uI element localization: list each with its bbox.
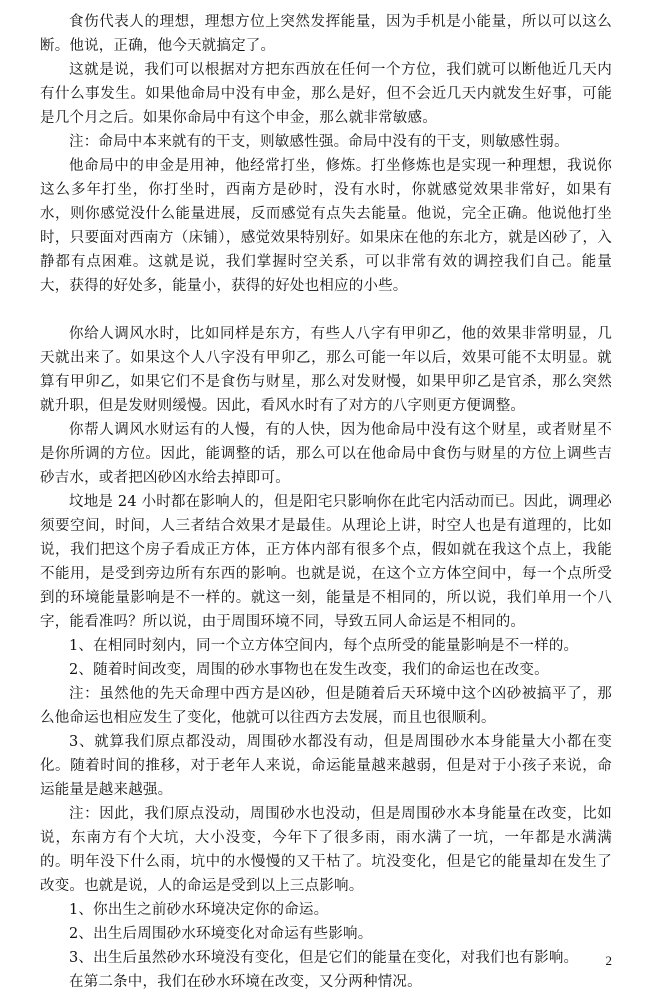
document-body xyxy=(40,10,612,994)
summary-item-2: 2、出生后周围砂水环境变化对命运有些影响。 xyxy=(69,926,373,942)
paragraph-10: 在第二条中，我们在砂水环境在改变，又分两种情况。 xyxy=(69,974,422,990)
paragraph-1: 食伤代表人的理想，理想方位上突然发挥能量，因为手机是小能量，所以可以这么断。他说，正确，他今天就搞定了。 xyxy=(40,14,612,54)
paragraph-4: 他命局中的申金是用神，他经常打坐，修炼。打坐修炼也是实现一种理想，我说你这么多年打坐，你打坐时，西南方是砂时，没有水时，你就感觉效果非常好，如果有水，则你感觉没什么能量进展，反而感觉有点失去能量。他说，完全正确。他说他打坐时，只要面对西南方（床铺），感觉效果特别好。如果床在他的东北方，就是凶砂了，入静都有点困难。这就是说，我们掌握时空关系，可以非常有效的调控我们自己。能量大，获得的好处多，能量小，获得的好处也相应的小些。 xyxy=(40,158,612,294)
summary-item-1: 1、你出生之前砂水环境决定你的命运。 xyxy=(69,902,329,918)
section-gap xyxy=(40,298,612,322)
paragraph-7: 坟地是 24 小时都在影响人的，但是阳宅只影响你在此宅内活动而已。因此，调理必须要空间，时间，人三者结合效果才是最佳。从理论上讲，时空人也是有道理的，比如说，我们把这个房子看成正方体，正方体内部有很多个点，假如就在我这个点上，我能不能用，是受到旁边所有东西的影响。也就是说，在这个立方体空间中，每一个点所受到的环境能量影响是不一样的。就这一刻，能量是不相同的，所以说，我们单用一个八字，能看准吗？所以说，由于周围环境不同，导致五同人命运是不相同的。 xyxy=(40,494,612,630)
summary-item-3: 3、出生后虽然砂水环境没有变化，但是它们的能量在变化，对我们也有影响。 xyxy=(69,950,579,966)
list-item-2: 2、随着时间改变，周围的砂水事物也在发生改变，我们的命运也在改变。 xyxy=(69,662,549,678)
paragraph-9-note: 注：因此，我们原点没动，周围砂水也没动，但是周围砂水本身能量在改变，比如说，东南方有个大坑，大小没变，今年下了很多雨，雨水满了一坑，一年都是水满满的。明年没下什么雨，坑中的水慢慢的又干枯了。坑没变化，但是它的能量却在发生了改变。也就是说，人的命运是受到以上三点影响。 xyxy=(40,806,612,894)
page-number: 2 xyxy=(605,953,612,968)
list-item-3: 3、就算我们原点都没动，周围砂水都没有动，但是周围砂水本身能量大小都在变化。随着时间的推移，对于老年人来说，命运能量越来越弱，但是对于小孩子来说，命运能量是越来越强。 xyxy=(40,734,612,798)
paragraph-3-note: 注：命局中本来就有的干支，则敏感性强。命局中没有的干支，则敏感性弱。 xyxy=(69,134,569,150)
paragraph-2: 这就是说，我们可以根据对方把东西放在任何一个方位，我们就可以断他近几天内有什么事发生。如果他命局中没有申金，那么是好，但不会近几天内就发生好事，可能是几个月之后。如果你命局中有这个申金，那么就非常敏感。 xyxy=(40,62,612,126)
paragraph-5: 你给人调风水时，比如同样是东方，有些人八字有甲卯乙，他的效果非常明显，几天就出来了。如果这个人八字没有甲卯乙，那么可能一年以后，效果可能不太明显。就算有甲卯乙，如果它们不是食伤与财星，那么对发财慢，如果甲卯乙是官杀，那么突然就升职，但是发财则缓慢。因此，看风水时有了对方的八字则更方便调整。 xyxy=(40,326,612,414)
paragraph-8-note: 注：虽然他的先天命理中西方是凶砂，但是随着后天环境中这个凶砂被搞平了，那么他命运也相应发生了变化，他就可以往西方去发展，而且也很顺利。 xyxy=(40,686,612,726)
list-item-1: 1、在相同时刻内，同一个立方体空间内，每个点所受的能量影响是不一样的。 xyxy=(69,638,579,654)
paragraph-6: 你帮人调风水财运有的人慢，有的人快，因为他命局中没有这个财星，或者财星不是你所调的方位。因此，能调整的话，那么可以在他命局中食伤与财星的方位上调些吉砂吉水，或者把凶砂凶水给去掉即可。 xyxy=(40,422,612,486)
